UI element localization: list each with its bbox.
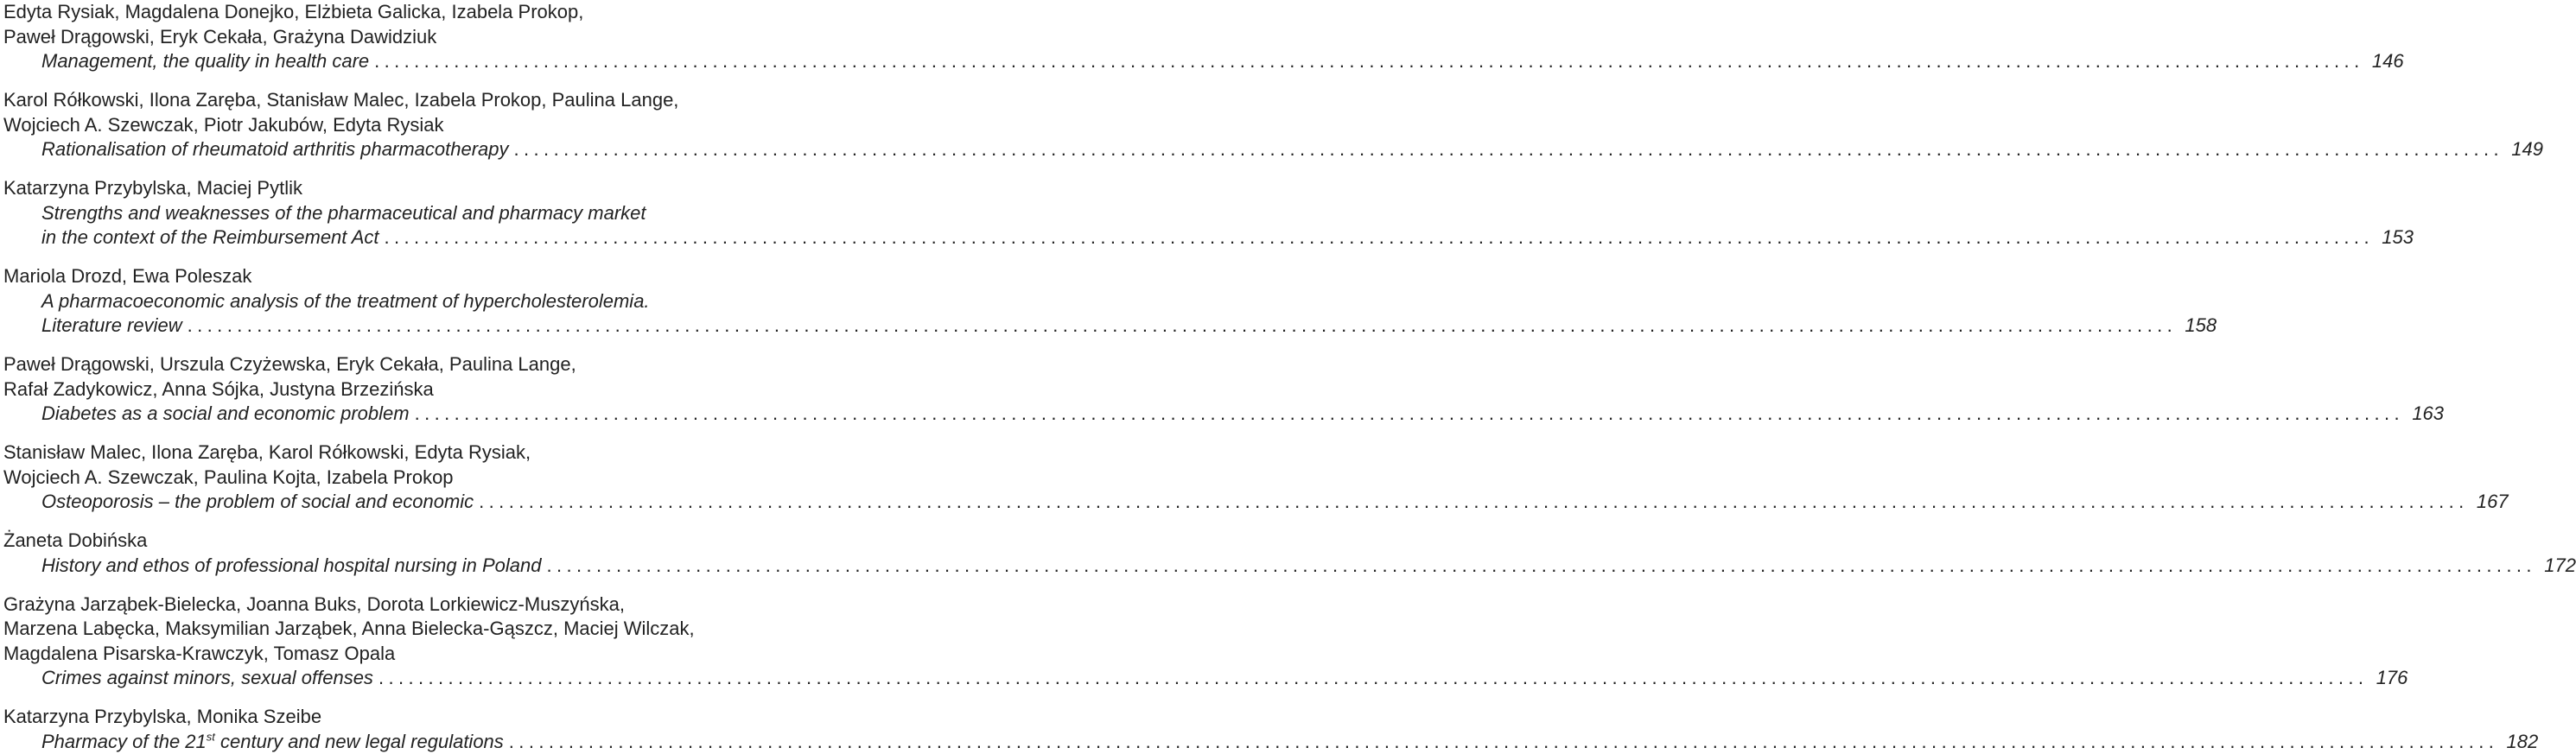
- toc-entry: [3, 264, 828, 339]
- entry-page-number: 158: [2182, 314, 2217, 339]
- entry-title: A pharmacoeconomic analysis of the treatment of hypercholesterolemia.: [3, 289, 828, 314]
- entry-title: [41, 730, 504, 754]
- toc-entry: [3, 88, 828, 162]
- dot-leader: ........................................................................................................................................................................................................: [514, 137, 2503, 162]
- entry-title-row[interactable]: [3, 666, 828, 691]
- entry-authors: Wojciech A. Szewczak, Paulina Kojta, Izabela Prokop: [3, 466, 828, 491]
- dot-leader: ........................................................................................................................................................................................................: [378, 666, 2368, 691]
- entry-page-number: 176: [2373, 666, 2407, 691]
- table-of-contents: [3, 0, 828, 754]
- dot-leader: ........................................................................................................................................................................................................: [415, 402, 2404, 427]
- entry-title-part: century and new legal regulations: [215, 731, 504, 752]
- entry-page-number: 163: [2409, 402, 2444, 427]
- entry-title: Strengths and weaknesses of the pharmaceutical and pharmacy market: [3, 201, 828, 226]
- entry-authors: Katarzyna Przybylska, Maciej Pytlik: [3, 176, 828, 201]
- entry-title-part: Pharmacy of the 21: [41, 731, 207, 752]
- dot-leader: ........................................................................................................................................................................................................: [188, 314, 2177, 339]
- entry-page-number: 172: [2541, 554, 2576, 579]
- entry-authors: Marzena Labęcka, Maksymilian Jarząbek, Anna Bielecka-Gąszcz, Maciej Wilczak,: [3, 617, 828, 642]
- toc-entry: [3, 705, 828, 754]
- entry-authors: Katarzyna Przybylska, Monika Szeibe: [3, 705, 828, 730]
- entry-title-row[interactable]: [3, 49, 828, 74]
- entry-authors: Edyta Rysiak, Magdalena Donejko, Elżbieta Galicka, Izabela Prokop,: [3, 0, 828, 25]
- entry-authors: Stanisław Malec, Ilona Zaręba, Karol Rółkowski, Edyta Rysiak,: [3, 440, 828, 466]
- dot-leader: ........................................................................................................................................................................................................: [509, 730, 2498, 754]
- entry-title-row[interactable]: [3, 225, 828, 250]
- toc-entry: [3, 176, 828, 250]
- entry-title: Literature review: [41, 314, 182, 339]
- ordinal-superscript: st: [207, 730, 215, 743]
- entry-authors: Wojciech A. Szewczak, Piotr Jakubów, Edyta Rysiak: [3, 113, 828, 138]
- dot-leader: ........................................................................................................................................................................................................: [385, 225, 2374, 250]
- toc-entry: [3, 529, 828, 578]
- toc-entry: [3, 440, 828, 515]
- entry-title-row[interactable]: [3, 402, 828, 427]
- entry-authors: Magdalena Pisarska-Krawczyk, Tomasz Opala: [3, 642, 828, 667]
- entry-title: Diabetes as a social and economic problem: [41, 402, 410, 427]
- entry-title-row[interactable]: [3, 137, 828, 162]
- toc-entry: [3, 592, 828, 691]
- entry-title: Crimes against minors, sexual offenses: [41, 666, 373, 691]
- entry-page-number: 153: [2379, 225, 2414, 250]
- entry-authors: Rafał Zadykowicz, Anna Sójka, Justyna Brzezińska: [3, 377, 828, 402]
- entry-title: in the context of the Reimbursement Act: [41, 225, 379, 250]
- entry-authors: Paweł Drągowski, Eryk Cekała, Grażyna Dawidziuk: [3, 25, 828, 50]
- entry-title: Management, the quality in health care: [41, 49, 369, 74]
- entry-page-number: 167: [2474, 490, 2509, 515]
- entry-title: History and ethos of professional hospital nursing in Poland: [41, 554, 541, 579]
- entry-title-row[interactable]: [3, 554, 828, 579]
- entry-authors: Grażyna Jarząbek-Bielecka, Joanna Buks, Dorota Lorkiewicz-Muszyńska,: [3, 592, 828, 618]
- dot-leader: ........................................................................................................................................................................................................: [479, 490, 2468, 515]
- entry-authors: Karol Rółkowski, Ilona Zaręba, Stanisław Malec, Izabela Prokop, Paulina Lange,: [3, 88, 828, 113]
- entry-title: Osteoporosis – the problem of social and economic: [41, 490, 474, 515]
- entry-page-number: 146: [2369, 49, 2404, 74]
- entry-title-row[interactable]: [3, 730, 828, 754]
- entry-authors: Żaneta Dobińska: [3, 529, 828, 554]
- entry-page-number: 182: [2503, 730, 2538, 754]
- toc-entry: [3, 352, 828, 427]
- entry-title-row[interactable]: [3, 314, 828, 339]
- dot-leader: ........................................................................................................................................................................................................: [374, 49, 2363, 74]
- entry-authors: Mariola Drozd, Ewa Poleszak: [3, 264, 828, 289]
- dot-leader: ........................................................................................................................................................................................................: [546, 554, 2535, 579]
- toc-entry: [3, 0, 828, 74]
- entry-title: Rationalisation of rheumatoid arthritis pharmacotherapy: [41, 137, 509, 162]
- entry-page-number: 149: [2509, 137, 2543, 162]
- entry-title-row[interactable]: [3, 490, 828, 515]
- entry-authors: Paweł Drągowski, Urszula Czyżewska, Eryk Cekała, Paulina Lange,: [3, 352, 828, 377]
